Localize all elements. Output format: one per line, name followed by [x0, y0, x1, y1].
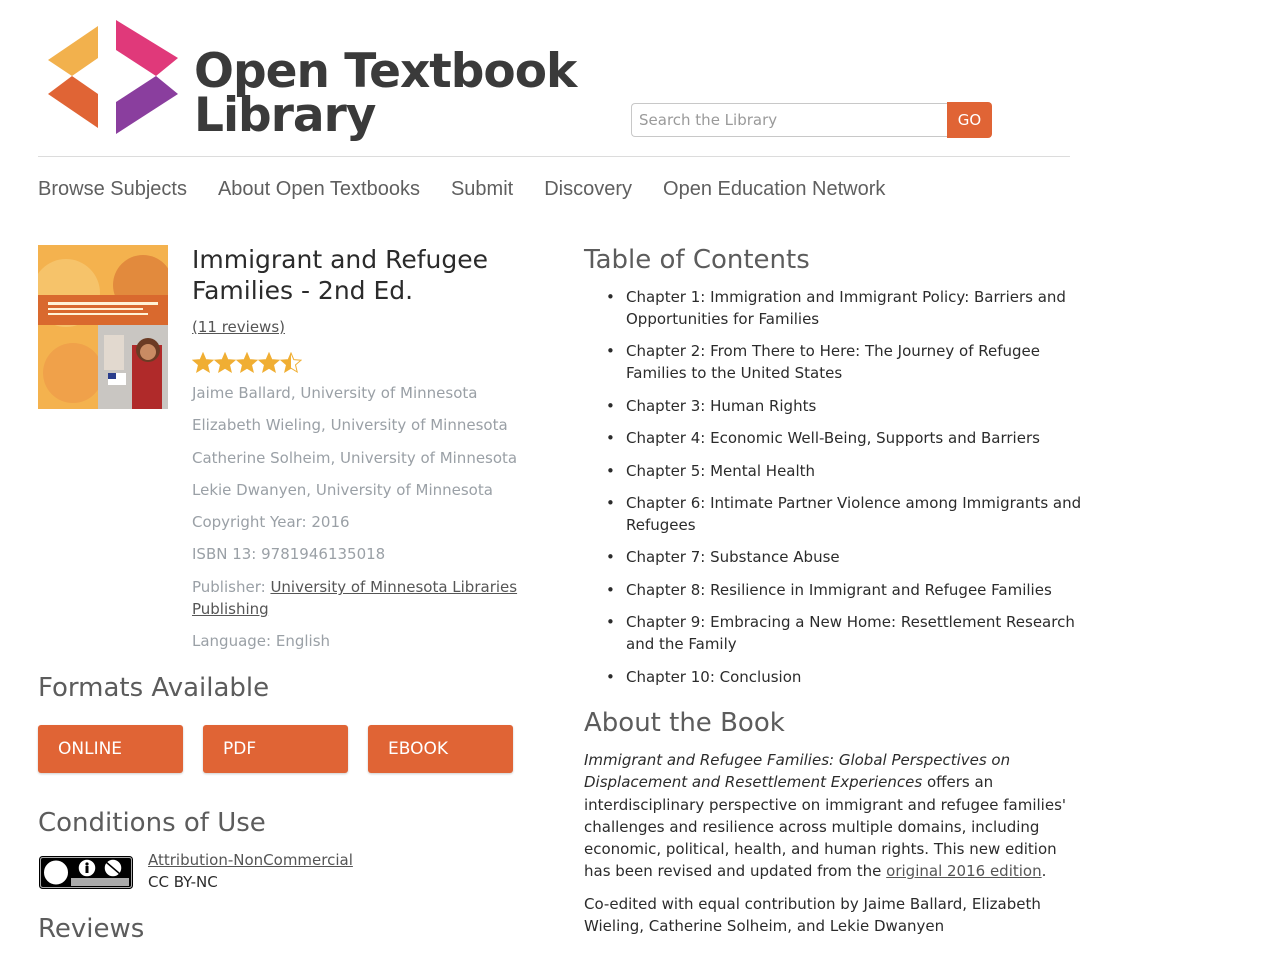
copyright-year: Copyright Year: 2016 [192, 513, 350, 531]
language: Language: English [192, 632, 331, 650]
toc-item: • Chapter 1: Immigration and Immigrant Policy: Barriers and Opportunities for Families [584, 286, 1084, 330]
open-textbook-library-logo[interactable] [48, 18, 180, 136]
toc-item: • Chapter 8: Resilience in Immigrant and Refugee Families [584, 579, 1084, 601]
author-1: Jaime Ballard, University of Minnesota [192, 384, 478, 402]
toc-item: • Chapter 10: Conclusion [584, 666, 1084, 688]
toc-item: • Chapter 4: Economic Well-Being, Supports and Barriers [584, 427, 1084, 449]
toc-item: • Chapter 6: Intimate Partner Violence among Immigrants and Refugees [584, 492, 1084, 536]
publisher-label: Publisher: [192, 578, 266, 596]
nav-submit[interactable]: Submit [450, 178, 514, 200]
about-book-full-title: Immigrant and Refugee Families: Global Perspectives on Displacement and Resettlement Experiences [584, 751, 1011, 792]
toc-item: • Chapter 2: From There to Here: The Journey of Refugee Families to the United States [584, 340, 1084, 384]
author-3: Catherine Solheim, University of Minnesota [192, 449, 518, 467]
site-header [38, 0, 1070, 157]
toc-item: • Chapter 3: Human Rights [584, 395, 1084, 417]
license-link[interactable]: Attribution-NonCommercial [148, 851, 353, 869]
table-of-contents [584, 286, 1084, 698]
about-period: . [1041, 862, 1047, 881]
rating-stars-icon [192, 352, 302, 374]
toc-heading: Table of Contents [584, 245, 810, 275]
nav-open-education-network[interactable]: Open Education Network [663, 178, 886, 200]
cc-by-nc-badge-icon [39, 856, 133, 889]
original-edition-link[interactable]: original 2016 edition [886, 862, 1042, 881]
formats-heading: Formats Available [38, 673, 270, 703]
isbn: ISBN 13: 9781946135018 [192, 545, 386, 563]
publisher [192, 576, 532, 620]
brand-line-2: Library [194, 88, 376, 143]
author-4: Lekie Dwanyen, University of Minnesota [192, 481, 493, 499]
about-the-book [584, 749, 1069, 947]
about-coeditors: Co-edited with equal contribution by Jaime Ballard, Elizabeth Wieling, Catherine Solheim, and Lekie Dwanyen [584, 894, 1041, 936]
toc-item: • Chapter 9: Embracing a New Home: Resettlement Research and the Family [584, 611, 1084, 655]
nav-discovery[interactable]: Discovery [544, 178, 633, 200]
star-rating [192, 352, 302, 374]
about-heading: About the Book [584, 708, 785, 738]
author-2: Elizabeth Wieling, University of Minnesota [192, 416, 508, 434]
nav-browse-subjects[interactable]: Browse Subjects [38, 178, 187, 200]
pdf-format-button[interactable]: PDF [203, 725, 348, 773]
search-bar [631, 103, 992, 138]
license-code: CC BY-NC [148, 873, 218, 891]
book-title: Immigrant and Refugee Families - 2nd Ed. [192, 245, 488, 305]
ebook-format-button[interactable]: EBOOK [368, 725, 513, 773]
book-cover-image[interactable] [38, 245, 168, 409]
about-text: offers an interdisciplinary perspective on immigrant and refugee families' challenges and resilience across multiple domains, including economic, political, health, and human rights. This new edition has been revised and updated from the [584, 773, 1067, 881]
online-format-button[interactable]: ONLINE [38, 725, 183, 773]
conditions-heading: Conditions of Use [38, 808, 266, 838]
toc-item: • Chapter 5: Mental Health [584, 460, 1084, 482]
nav-about-open-textbooks[interactable]: About Open Textbooks [217, 178, 420, 200]
reviews-heading: Reviews [38, 914, 145, 944]
publisher-link[interactable]: University of Minnesota Libraries Publishing [192, 578, 518, 618]
search-input[interactable] [631, 103, 947, 137]
brand-wordmark[interactable] [194, 44, 577, 143]
search-go-button[interactable]: GO [947, 102, 992, 138]
reviews-count-link[interactable]: (11 reviews) [192, 318, 285, 336]
about-description [584, 749, 1069, 883]
brand-line-1: Open Textbook [194, 44, 577, 99]
toc-item: • Chapter 7: Substance Abuse [584, 546, 1084, 568]
main-nav [38, 178, 916, 201]
